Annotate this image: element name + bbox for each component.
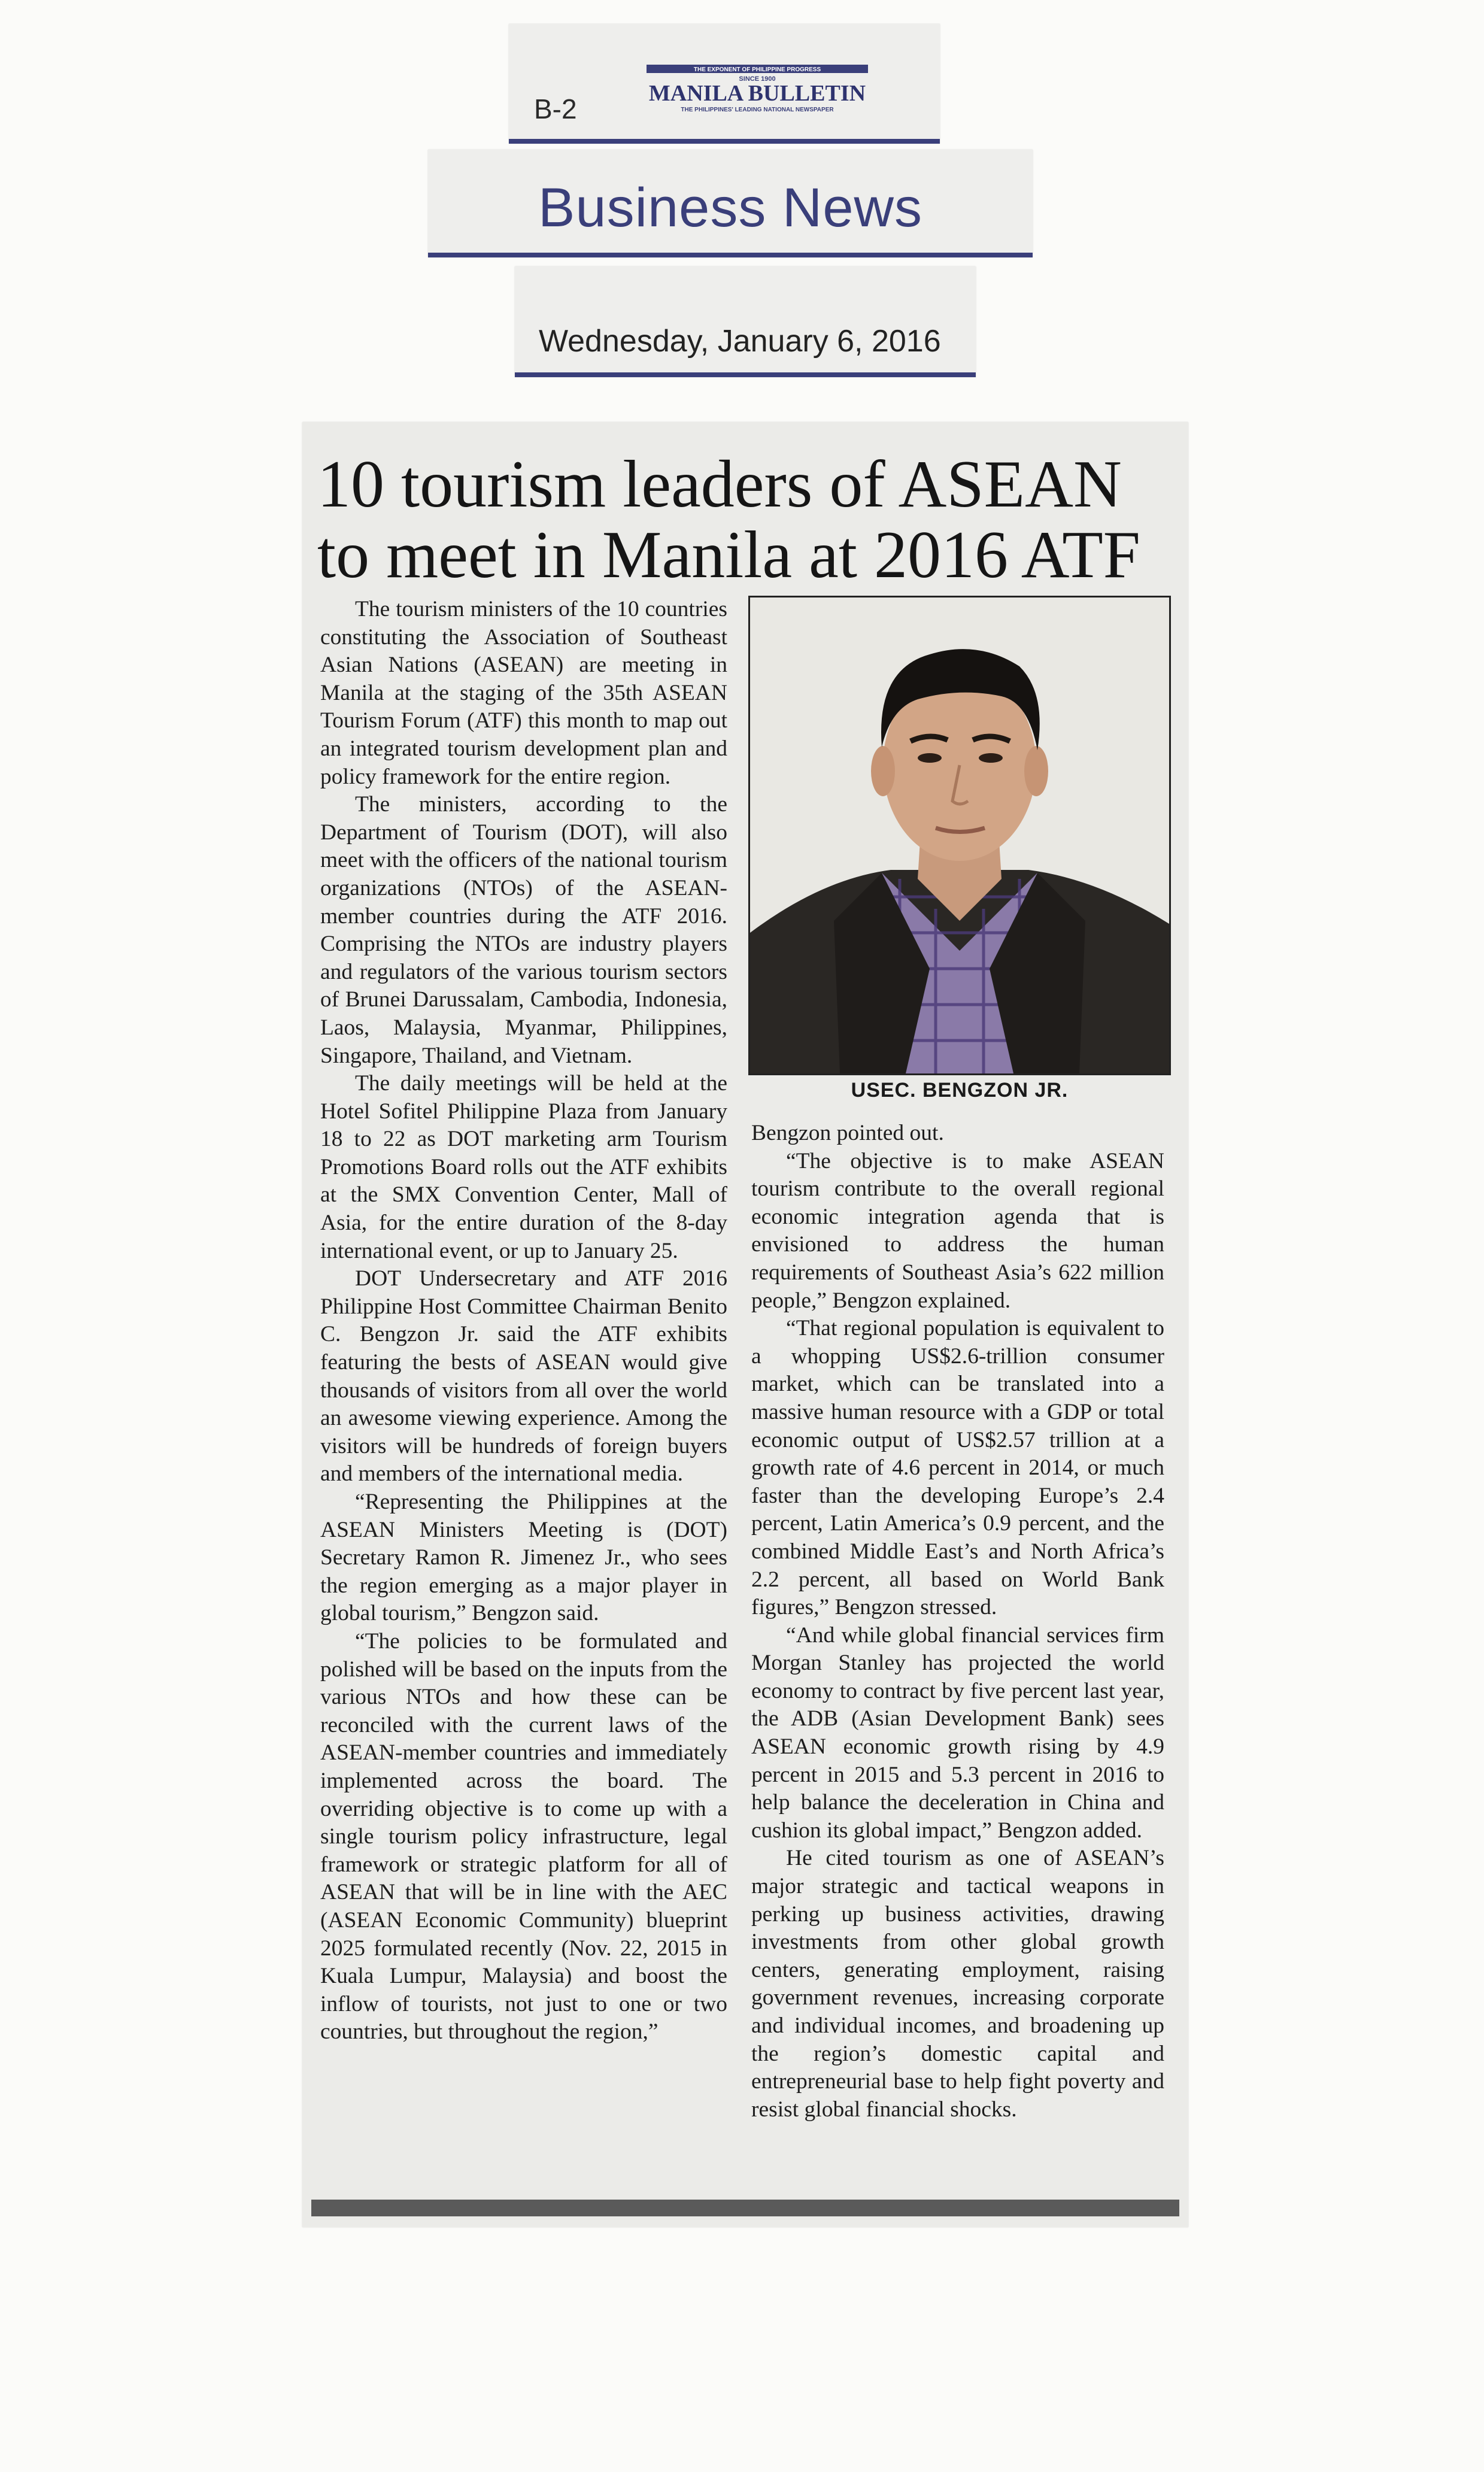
article-paragraph: The daily meetings will be held at the Hotel Sofitel Philippine Plaza from January 18 to 22 as DOT marketing arm Tourism Promotions Board rolls out the ATF exhibits at the SMX Convention Center, Mall of Asia, for the entire duration of the 8-day international event, or up to January 25. <box>320 1071 727 1263</box>
logo-top-text: THE EXPONENT OF PHILIPPINE PROGRESS <box>693 66 821 73</box>
article-paragraph: The tourism ministers of the 10 countries constituting the Association of Southeast Asian Nations (ASEAN) are meeting in Manila at the staging of the 35th ASEAN Tourism Forum (ATF) this month to map out an integrated tourism development plan and policy framework for the entire region. <box>320 597 727 789</box>
article-paragraph: “The policies to be formulated and polished will be based on the inputs from the various NTOs and how these can be reconciled with the current laws of the ASEAN-member countries and immediately implemented across the board. The overriding objective is to come up with a single tourism policy infrastructure, legal framework or strategic platform for all of ASEAN that will be in line with the AEC (ASEAN Economic Community) blueprint 2025 formulated recently (Nov. 22, 2015 in Kuala Lumpur, Malaysia) and boost the inflow of tourists, not just to one or two countries, but throughout the region,” <box>320 1628 727 2045</box>
article-paragraph: DOT Undersecretary and ATF 2016 Philippine Host Committee Chairman Benito C. Bengzon Jr. said the ATF exhibits featuring the bests of ASEAN would give thousands of visitors from all over the world an awesome viewing experience. Among the visitors will be hundreds of foreign buyers and members of the international media. <box>320 1266 727 1487</box>
article-paragraph: “And while global financial services firm Morgan Stanley has projected the world economy to contract by five percent last year, the ADB (Asian Development Bank) sees ASEAN economic growth rising by 4.9 percent in 2015 and 5.3 percent in 2016 to help balance the deceleration in China and cushion its global impact,” Bengzon added. <box>751 1622 1164 1843</box>
manila-bulletin-logo <box>635 61 880 119</box>
bengzon-portrait-photo <box>748 596 1171 1075</box>
article-clipping <box>302 422 1188 2227</box>
article-headline: 10 tourism leaders of ASEAN to meet in Manila at 2016 ATF <box>317 447 1140 592</box>
masthead-underline <box>509 139 940 144</box>
article-paragraph-continuation: Bengzon pointed out. <box>751 1121 944 1145</box>
article-paragraph: The ministers, according to the Department of Tourism (DOT), will also meet with the officers of the national tourism organizations (NTOs) of the ASEAN-member countries during the ATF 2016. Comprising the NTOs are industry players and regulators of the various tourism sectors of Brunei Darussalam, Cambodia, Indonesia, Laos, Malaysia, Myanmar, Philippines, Singapore, Thailand, and Vietnam. <box>320 792 727 1068</box>
logo-since-text: SINCE 1900 <box>739 75 776 83</box>
logo-tagline-text: THE PHILIPPINES' LEADING NATIONAL NEWSPAPER <box>681 107 834 113</box>
page-number: B-2 <box>534 93 577 125</box>
article-paragraph: He cited tourism as one of ASEAN’s major strategic and tactical weapons in perking up business activities, drawing investments from other global growth centers, generating employment, raising government revenues, increasing corporate and individual incomes, and broadening up the region’s domestic capital and entrepreneurial base to help fight poverty and resist global financial shocks. <box>751 1846 1164 2122</box>
article-paragraph: “That regional population is equivalent to a whopping US$2.6-trillion consumer market, which can be translated into a massive human resource with a GDP or total economic output of US$2.57 trillion at a growth rate of 4.6 percent in 2014, or much faster than the developing Europe’s 2.4 percent, Latin America’s 0.9 percent, and the combined Middle East’s and North Africa’s 2.2 percent, all based on World Bank figures,” Bengzon stressed. <box>751 1316 1164 1620</box>
article-right-column <box>751 1120 1164 2124</box>
masthead-clipping <box>509 24 940 144</box>
section-title: Business News <box>538 177 922 238</box>
article-paragraph: “The objective is to make ASEAN tourism contribute to the overall regional economic integration agenda that is envisioned to address the human requirements of Southeast Asia’s 622 million people,” Bengzon explained. <box>751 1148 1164 1313</box>
section-underline <box>428 253 1033 257</box>
logo-name-text: MANILA BULLETIN <box>648 81 866 106</box>
article-bottom-rule <box>311 2200 1179 2216</box>
article-left-column <box>320 596 727 2046</box>
date-clipping <box>515 266 976 377</box>
date-underline <box>515 372 976 377</box>
publication-date: Wednesday, January 6, 2016 <box>539 324 941 359</box>
section-clipping <box>428 150 1033 257</box>
photo-caption: USEC. BENGZON JR. <box>851 1079 1069 1102</box>
article-paragraph: “Representing the Philippines at the ASEAN Ministers Meeting is (DOT) Secretary Ramon R. Jimenez Jr., who sees the region emerging as a major player in global tourism,” Bengzon said. <box>320 1490 727 1626</box>
